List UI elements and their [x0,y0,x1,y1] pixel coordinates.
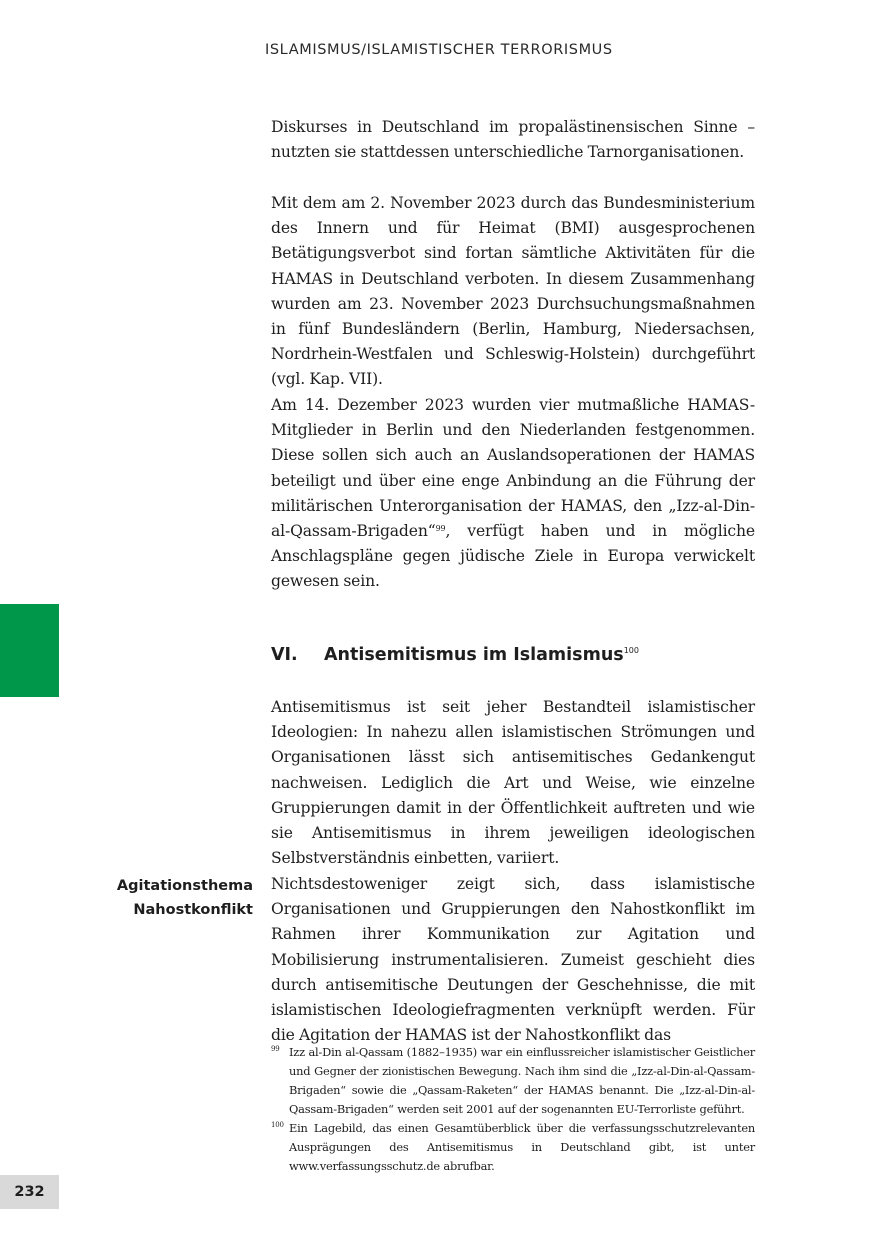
footnote-ref-99[interactable]: 99 [435,524,446,534]
footnote-text: Izz al-Din al-Qassam (1882–1935) war ein einflussreicher islamistischer Geistlicher und Gegner der zionistischen Bewegung. Nach ihm sind die „Izz-al-Din-al-Qassam-Brigaden“ sowie die „Qassam-Raketen“ der HAMAS benannt. Die „Izz-al-Din-al-Qassam-Brigaden“ werden seit 2001 auf der sogenannten EU-Terrorliste geführt. [289,1045,755,1116]
section-title: Antisemitismus im Islamismus [324,645,624,665]
page-number: 232 [0,1175,59,1209]
paragraph-arrests [271,393,755,595]
paragraph-agitation [271,872,755,1048]
paragraph-ban [271,191,755,393]
footnote-99 [271,1043,755,1119]
footnote-text: Ein Lagebild, das einen Gesamtüberblick über die verfassungsschutzrelevanten Ausprägungen des Antisemitismus in Deutschland gibt, ist unter www.verfassungsschutz.de abrufbar. [289,1121,755,1173]
paragraph-4: Antisemitismus ist seit jeher Bestandteil islamistischer Ideologien: In nahezu allen islamistischen Strömungen und Organisationen lässt sich antisemitisches Gedankengut nachweisen. Lediglich die Art und Weise, wie einzelne Gruppierungen damit in der Öffentlichkeit auftreten und wie sie Antisemitismus in ihrem jeweiligen ideologischen Selbstverständnis einbetten, variiert. [271,698,755,868]
paragraph-continuation [271,115,755,165]
marginal-note-line-2: Nahostkonflikt [133,902,253,918]
section-heading [271,645,755,665]
footnote-number: 99 [271,1045,280,1053]
running-head: ISLAMISMUS/ISLAMISTISCHER TERRORISMUS [265,42,613,58]
paragraph-1: Diskurses in Deutschland im propalästinensischen Sinne – nutzten sie stattdessen unterschiedliche Tarnorganisationen. [271,118,755,162]
paragraph-2: Mit dem am 2. November 2023 durch das Bundesministerium des Innern und für Heimat (BMI) ausgesprochenen Betätigungsverbot sind fortan sämtliche Aktivitäten für die HAMAS in Deutschland verboten. In diesem Zusammenhang wurden am 23. November 2023 Durchsuchungsmaßnahmen in fünf Bundesländern (Berlin, Hamburg, Niedersachsen, Nordrhein-Westfalen und Schleswig-Holstein) durchgeführt (vgl. Kap. VII). [271,194,755,389]
paragraph-3 [271,393,755,595]
footnote-number: 100 [271,1121,284,1129]
paragraph-3-part2: , verfügt haben und in mögliche Anschlagspläne gegen jüdische Ziele in Europa verwickelt gewesen sein. [271,522,755,591]
marginal-note [60,874,253,922]
footnote-ref-100[interactable]: 100 [623,646,639,655]
paragraph-3-part1: Am 14. Dezember 2023 wurden vier mutmaßliche HAMAS-Mitglieder in Berlin und den Niederlanden festgenommen. Diese sollen sich auch an Auslandsoperationen der HAMAS beteiligt und über eine enge Anbindung an die Führung der militärischen Unterorganisation der HAMAS, den „Izz-al-Din-al-Qassam-Brigaden“ [271,396,755,541]
paragraph-5: Nichtsdestoweniger zeigt sich, dass islamistische Organisationen und Gruppierungen den Nahostkonflikt im Rahmen ihrer Kommunikation zur Agitation und Mobilisierung instrumentalisieren. Zumeist geschieht dies durch antisemitische Deutungen der Geschehnisse, die mit islamistischen Ideologiefragmenten verknüpft werden. Für die Agitation der HAMAS ist der Nahostkonflikt das [271,875,755,1045]
footnote-100 [271,1119,755,1176]
marginal-note-line-1: Agitationsthema [116,878,253,894]
chapter-tab-marker [0,604,59,697]
paragraph-antisemitism [271,695,755,871]
footnotes [271,1043,755,1176]
section-number: VI. [271,645,298,665]
